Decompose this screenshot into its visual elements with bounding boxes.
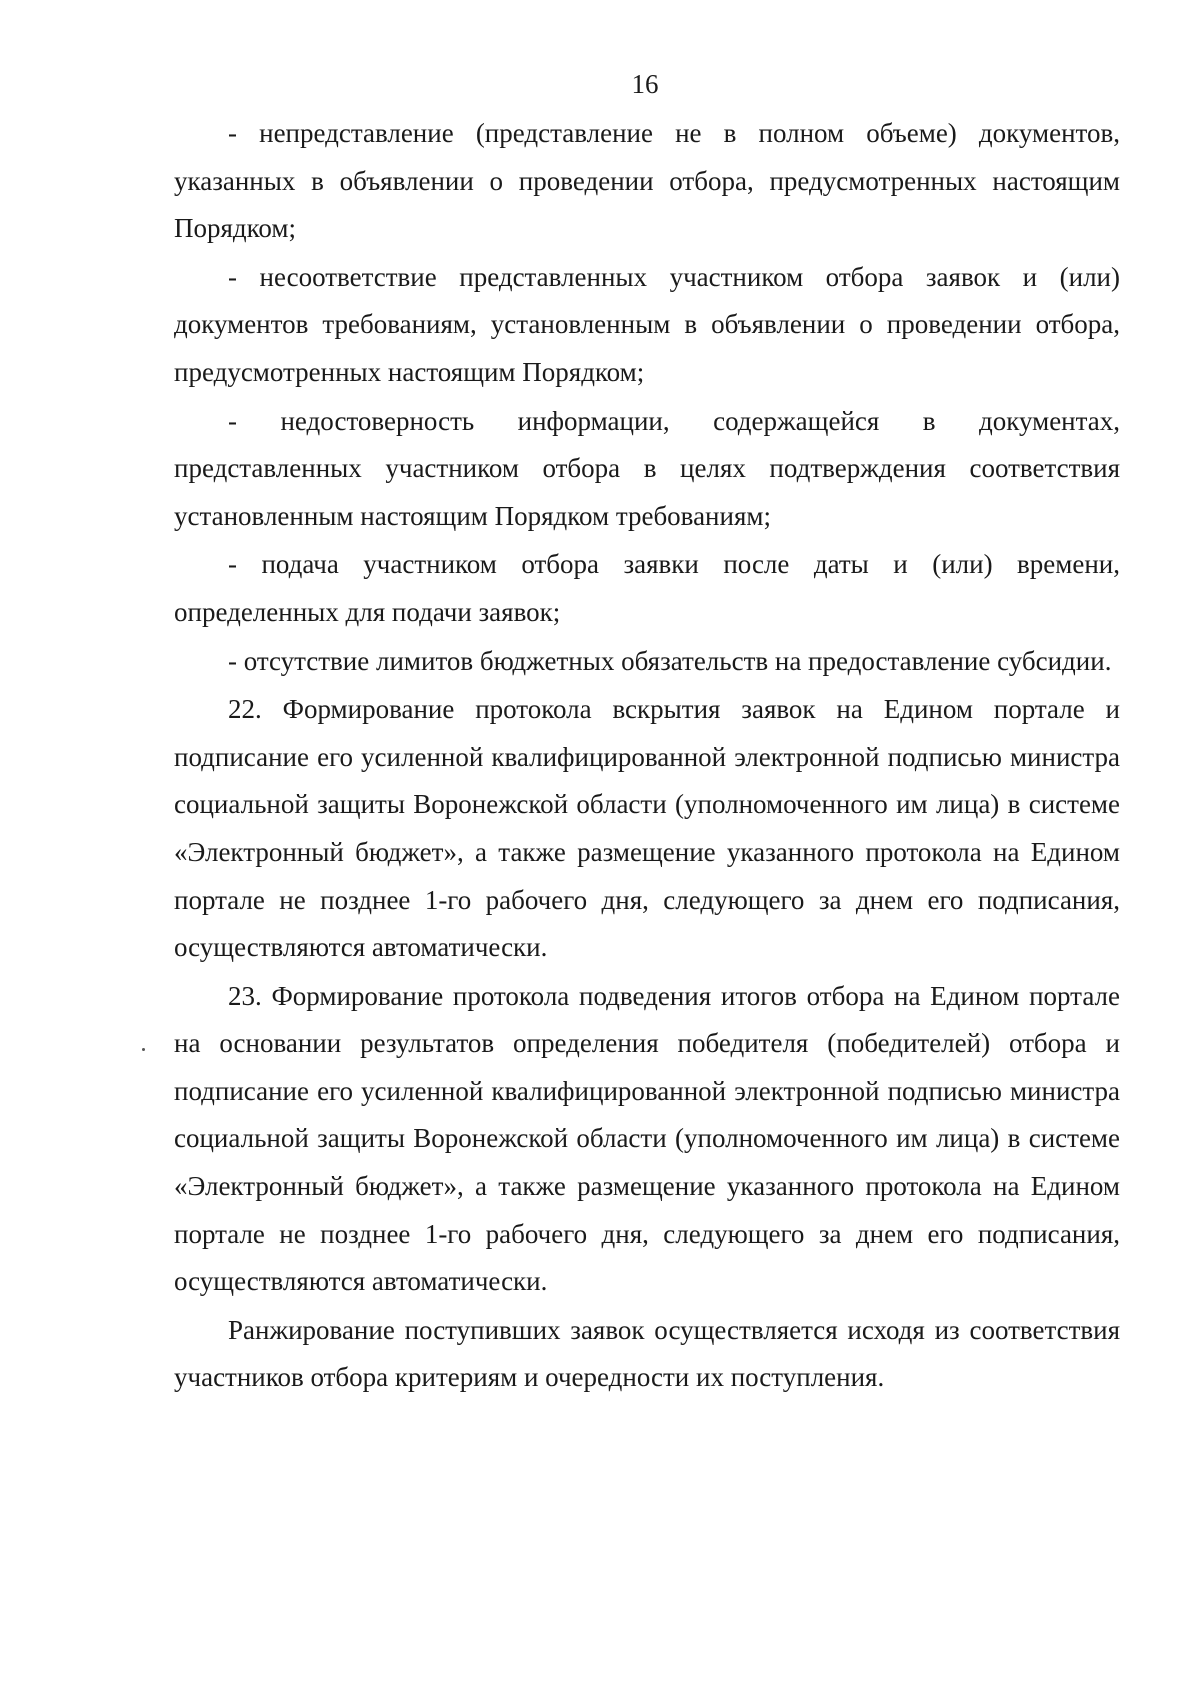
paragraph-clause-23: 23. Формирование протокола подведения итогов отбора на Едином портале на основании результатов определения победителя (победителей) отбора и подписание его усиленной квалифицированной электронной подписью министра социальной защиты Воронежской области (уполномоченного им лица) в системе «Электронный бюджет», а также размещение указанного протокола на Едином портале не позднее 1-го рабочего дня, следующего за днем его подписания, осуществляются автоматически. (174, 980, 1120, 1297)
paragraph-clause-22: 22. Формирование протокола вскрытия заявок на Едином портале и подписание его усиленной квалифицированной электронной подписью министра социальной защиты Воронежской области (уполномоченного им лица) в системе «Электронный бюджет», а также размещение указанного протокола на Едином портале не позднее 1-го рабочего дня, следующего за днем его подписания, осуществляются автоматически. (174, 694, 1120, 963)
scan-speck (142, 1048, 145, 1051)
page-number: 16 (631, 69, 659, 99)
paragraph-item-5: - отсутствие лимитов бюджетных обязательств на предоставление субсидии. (228, 645, 1112, 676)
paragraph-ranking: Ранжирование поступивших заявок осуществляется исходя из соответствия участников отбора критериям и очередности их поступления. (174, 1314, 1120, 1393)
paragraph-item-3: - недостоверность информации, содержащейся в документах, представленных участником отбора в целях подтверждения соответствия установленным настоящим Порядком требованиям; (174, 405, 1120, 531)
paragraph-item-4: - подача участником отбора заявки после даты и (или) времени, определенных для подачи заявок; (174, 549, 1120, 627)
document-body (174, 110, 1120, 1403)
paragraph-item-1: - непредставление (представление не в полном объеме) документов, указанных в объявлении о проведении отбора, предусмотренных настоящим Порядком; (174, 118, 1120, 244)
paragraph-item-2: - несоответствие представленных участником отбора заявок и (или) документов требованиям, установленным в объявлении о проведении отбора, предусмотренных настоящим Порядком; (174, 261, 1120, 387)
